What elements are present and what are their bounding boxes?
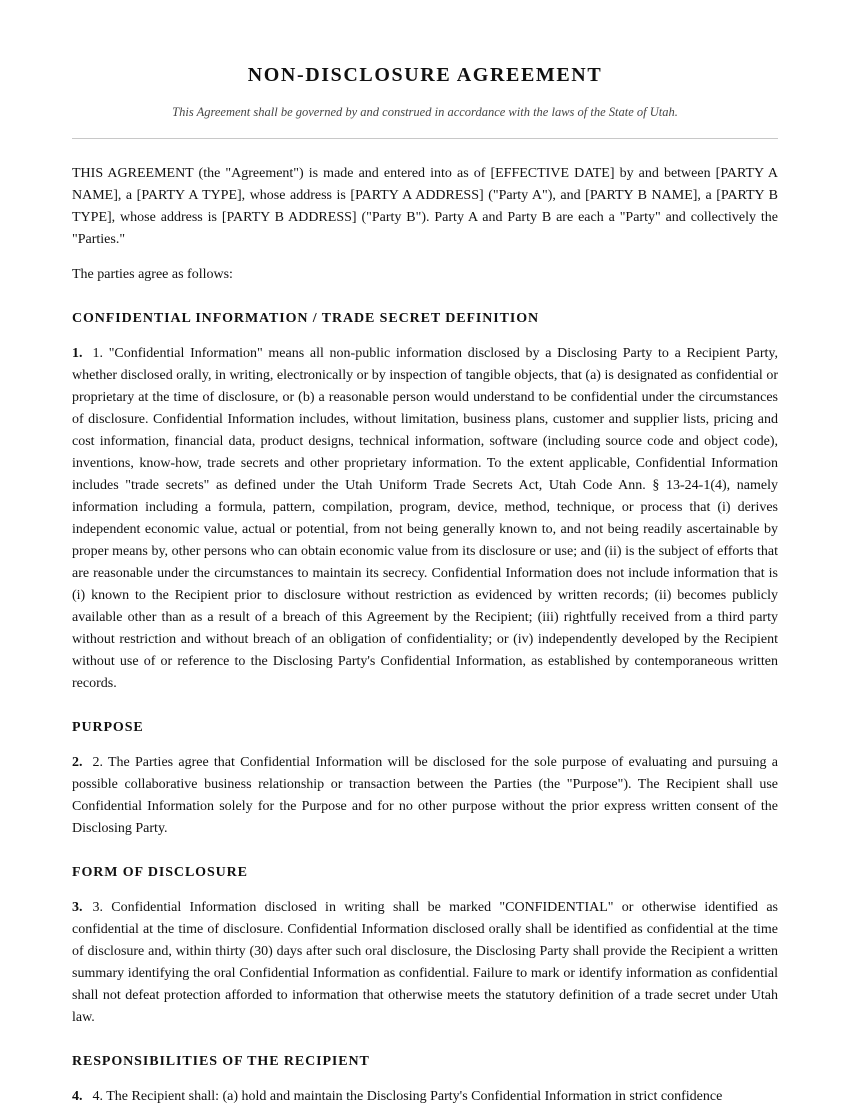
section-purpose <box>72 719 778 840</box>
clause-text: 1. "Confidential Information" means all non-public information disclosed by a Disclosing Party to a Recipient Party, whether disclosed orally, in writing, electronically or by inspection of tangible objects, that (a) is designated as confidential or proprietary at the time of disclosure, or (b) a reasonable person would understand to be confidential under the circumstances of disclosure. Confidential Information includes, without limitation, business plans, customer and supplier lists, pricing and cost information, financial data, product designs, technical information, software (including source code and object code), inventions, know-how, trade secrets and other proprietary information. To the extent applicable, Confidential Information includes "trade secrets" as defined under the Utah Uniform Trade Secrets Act, Utah Code Ann. § 13-24-1(4), namely information including a formula, pattern, compilation, program, device, method, technique, or process that (i) derives independent economic value, actual or potential, from not being generally known to, and not being readily ascertainable by proper means by, other persons who can obtain economic value from its disclosure or use; and (ii) is the subject of efforts that are reasonable under the circumstances to maintain its secrecy. Confidential Information does not include information that is (i) known to the Recipient prior to disclosure without restriction as evidenced by written records; (ii) becomes publicly available other than as a result of a breach of this Agreement by the Recipient; (iii) rightfully received from a third party without restriction and without breach of an obligation of confidentiality; or (iv) independently developed by the Recipient without use of or reference to the Disclosing Party's Confidential Information, as established by contemporaneous written records. <box>72 346 778 691</box>
clause-number: 1. <box>72 346 83 361</box>
section-heading: PURPOSE <box>72 720 144 735</box>
clause-number: 4. <box>72 1089 83 1104</box>
clause-paragraph <box>72 897 778 1029</box>
clause-number: 3. <box>72 900 83 915</box>
section-heading: RESPONSIBILITIES OF THE RECIPIENT <box>72 1054 370 1069</box>
clause-paragraph <box>72 1086 778 1108</box>
clause-text: 3. Confidential Information disclosed in writing shall be marked "CONFIDENTIAL" or otherwise identified as confidential at the time of disclosure. Confidential Information disclosed orally shall be identified as confidential at the time of disclosure and, within thirty (30) days after such oral disclosure, the Disclosing Party shall provide the Recipient a written summary identifying the oral Confidential Information as confidential. Failure to mark or identify information as confidential shall not defeat protection afforded to information that otherwise meets the statutory definition of a trade secret under Utah law. <box>72 900 778 1025</box>
clause-paragraph <box>72 343 778 695</box>
agree-statement: The parties agree as follows: <box>72 267 233 282</box>
section-heading: FORM OF DISCLOSURE <box>72 865 248 880</box>
section-heading: CONFIDENTIAL INFORMATION / TRADE SECRET DEFINITION <box>72 311 540 326</box>
clause-text: 4. The Recipient shall: (a) hold and maintain the Disclosing Party's Confidential Information in strict confidence <box>92 1089 723 1104</box>
clause-text: 2. The Parties agree that Confidential Information will be disclosed for the sole purpose of evaluating and pursuing a possible collaborative business relationship or transaction between the Parties (the "Purpose"). The Recipient shall use Confidential Information solely for the Purpose and for no other purpose without the prior express written consent of the Disclosing Party. <box>72 755 778 836</box>
clause-number: 2. <box>72 755 83 770</box>
title-divider <box>72 138 778 139</box>
governing-law-subtitle: This Agreement shall be governed by and construed in accordance with the laws of the State of Utah. <box>172 105 678 119</box>
document-page <box>72 0 778 1108</box>
section-form-of-disclosure <box>72 864 778 1029</box>
section-confidential-information <box>72 310 778 695</box>
clause-paragraph <box>72 752 778 840</box>
document-title: NON-DISCLOSURE AGREEMENT <box>247 64 603 86</box>
intro-paragraph: THIS AGREEMENT (the "Agreement") is made and entered into as of [EFFECTIVE DATE] by and between [PARTY A NAME], a [PARTY A TYPE], whose address is [PARTY A ADDRESS] ("Party A"), and [PARTY B NAME], a [PARTY B TYPE], whose address is [PARTY B ADDRESS] ("Party B"). Party A and Party B are each a "Party" and collectively the "Parties." <box>72 166 778 247</box>
